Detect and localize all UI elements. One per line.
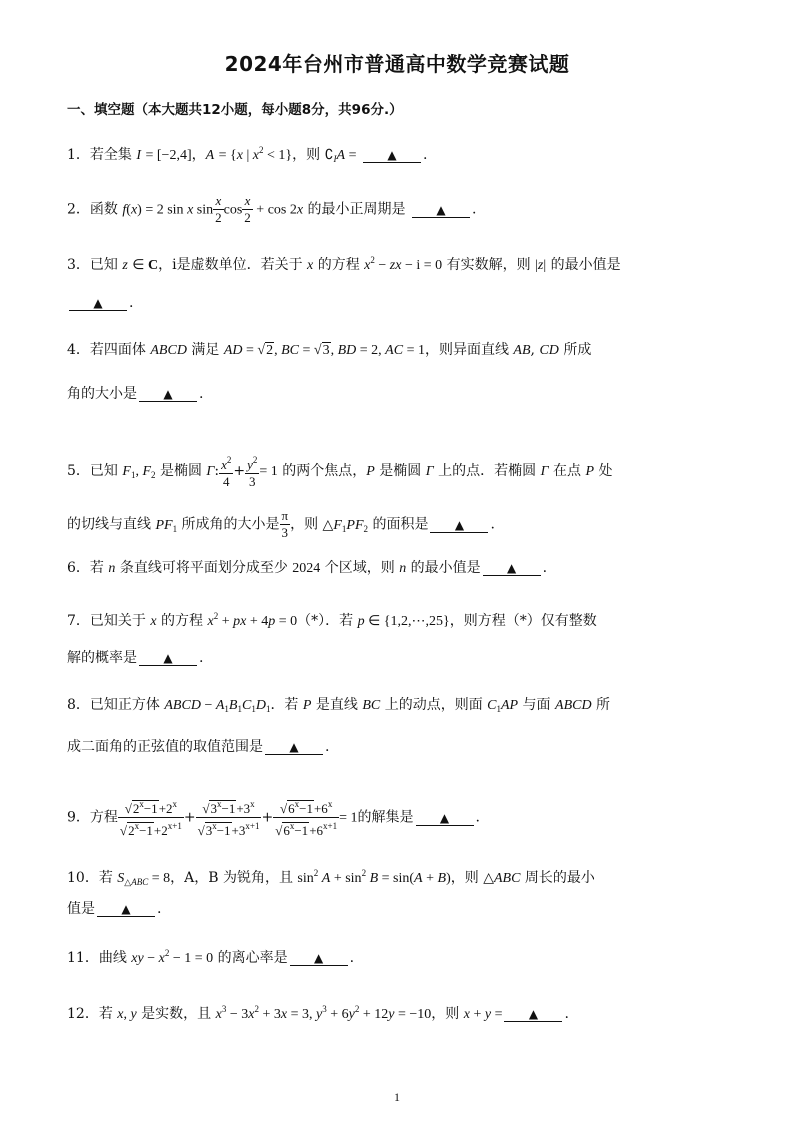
answer-blank: ▲ <box>139 651 197 666</box>
question-number: 6． <box>67 560 90 576</box>
question-number: 3． <box>67 257 90 273</box>
question-number: 11． <box>67 950 99 966</box>
question-number: 5． <box>67 463 90 479</box>
question-number: 9． <box>67 809 90 826</box>
fraction: $\frac{√2^x-1+2^x}{√2^x-1+2^{x+1}}$ <box>118 796 184 839</box>
fraction: $\frac{x}{2}$ <box>244 193 251 225</box>
question-8: 8．已知正方体 ABCD − $A_1B_1C_1D_1$．若 P 是直线 BC 上的动点，则面 $C_1AP$ 与面 ABCD 所 <box>67 697 611 714</box>
section-heading: 一、填空题（本大题共12小题，每小题8分，共96分.） <box>67 102 403 118</box>
answer-blank: ▲ <box>483 561 541 576</box>
question-3-cont: ▲ . <box>67 293 710 313</box>
question-1: 1．若全集 I = [−2,4]，A = {x | $x^2 < 1$}，则 $∁_IA$ = ▲ . <box>67 145 428 164</box>
question-12: 12．若 x, y 是实数，且 $x^3 - 3x^2 + 3x = 3$, $y^3 + 6y^2 + 12y = -10$，则 x + y = ▲ . <box>67 1004 569 1022</box>
question-4: 4．若四面体 ABCD 满足 AD = √2, BC = √3, BD = 2, AC = 1，则异面直线 AB, CD 所成 <box>67 342 592 358</box>
question-number: 4． <box>67 342 90 358</box>
question-number: 10． <box>67 870 99 886</box>
question-9: 9．方程 $\frac{√2^x-1+2^x}{√2^x-1+2^{x+1}}$ + $\frac{√3^x-1+3^x}{√3^x-1+3^{x+1}}$ + $\frac{√6^x-1+6^x}{√6^x-1+6^{x+1}}$ = 1的解集是 ▲ . <box>67 796 710 839</box>
question-4-cont: 角的大小是 ▲ . <box>67 386 204 402</box>
answer-blank: ▲ <box>139 387 197 402</box>
answer-blank: ▲ <box>412 203 470 218</box>
question-10-cont: 值是 ▲ . <box>67 901 162 917</box>
answer-blank: ▲ <box>416 811 474 826</box>
question-2: 2．函数 f(x) = 2 sin x sin $\frac{x}{2}$ cos $\frac{x}{2}$ + cos 2x 的最小正周期是 ▲ . <box>67 193 477 225</box>
answer-blank: ▲ <box>504 1007 562 1022</box>
question-number: 12． <box>67 1006 99 1022</box>
question-5: 5．已知 $F_1$, $F_2$ 是椭圆 Γ: $\frac{x^2}{4}$ + $\frac{y^2}{3}$ = 1 的两个焦点，P 是椭圆 Γ 上的点．若椭圆 Γ 在点 P 处 <box>67 452 710 490</box>
page-title: 2024年台州市普通高中数学竞赛试题 <box>224 52 570 76</box>
answer-blank: ▲ <box>265 740 323 755</box>
question-6: 6．若 n 条直线可将平面划分成至少 2024 个区域，则 n 的最小值是 ▲ . <box>67 560 548 576</box>
question-7: 7．已知关于 x 的方程 $x^2$ + px + 4p = 0（*）．若 p ∈ {1,2,⋯,25}，则方程（*）仅有整数 <box>67 611 597 629</box>
question-number: 1． <box>67 147 90 163</box>
question-5-cont: 的切线与直线 $PF_1$ 所成角的大小是 $\frac{\pi}{3}$ ，则 $\triangle F_1PF_2$ 的面积是 ▲ . <box>67 508 495 540</box>
fraction: $\frac{x^2}{4}$ <box>219 452 233 490</box>
fraction: $\frac{x}{2}$ <box>215 193 222 225</box>
answer-blank: ▲ <box>97 902 155 917</box>
answer-blank: ▲ <box>363 148 421 163</box>
question-8-cont: 成二面角的正弦值的取值范围是 ▲ . <box>67 739 330 755</box>
question-3: 3．已知 z ∈ C，i是虚数单位．若关于 x 的方程 $x^2$ − zx − i = 0 有实数解，则 |z| 的最小值是 <box>67 255 621 273</box>
question-10: 10．若 $S_{\triangle ABC} = 8$，A，B 为锐角，且 $\sin^2 A + \sin^2 B = \sin(A + B)$，则 △ABC 周长的最小 <box>67 868 595 887</box>
answer-blank: ▲ <box>69 296 127 311</box>
page-number: 1 <box>394 1090 400 1104</box>
fraction: $\frac{y^2}{3}$ <box>245 452 259 490</box>
question-11: 11．曲线 xy − $x^2 - 1 = 0$ 的离心率是 ▲ . <box>67 948 355 966</box>
answer-blank: ▲ <box>290 951 348 966</box>
question-number: 8． <box>67 697 90 713</box>
question-number: 2． <box>67 201 90 218</box>
fraction: $\frac{√3^x-1+3^x}{√3^x-1+3^{x+1}}$ <box>196 796 262 839</box>
fraction: $\frac{\pi}{3}$ <box>281 508 289 540</box>
answer-blank: ▲ <box>430 518 488 533</box>
fraction: $\frac{√6^x-1+6^x}{√6^x-1+6^{x+1}}$ <box>273 796 339 839</box>
question-7-cont: 解的概率是 ▲ . <box>67 650 204 666</box>
question-number: 7． <box>67 613 90 629</box>
